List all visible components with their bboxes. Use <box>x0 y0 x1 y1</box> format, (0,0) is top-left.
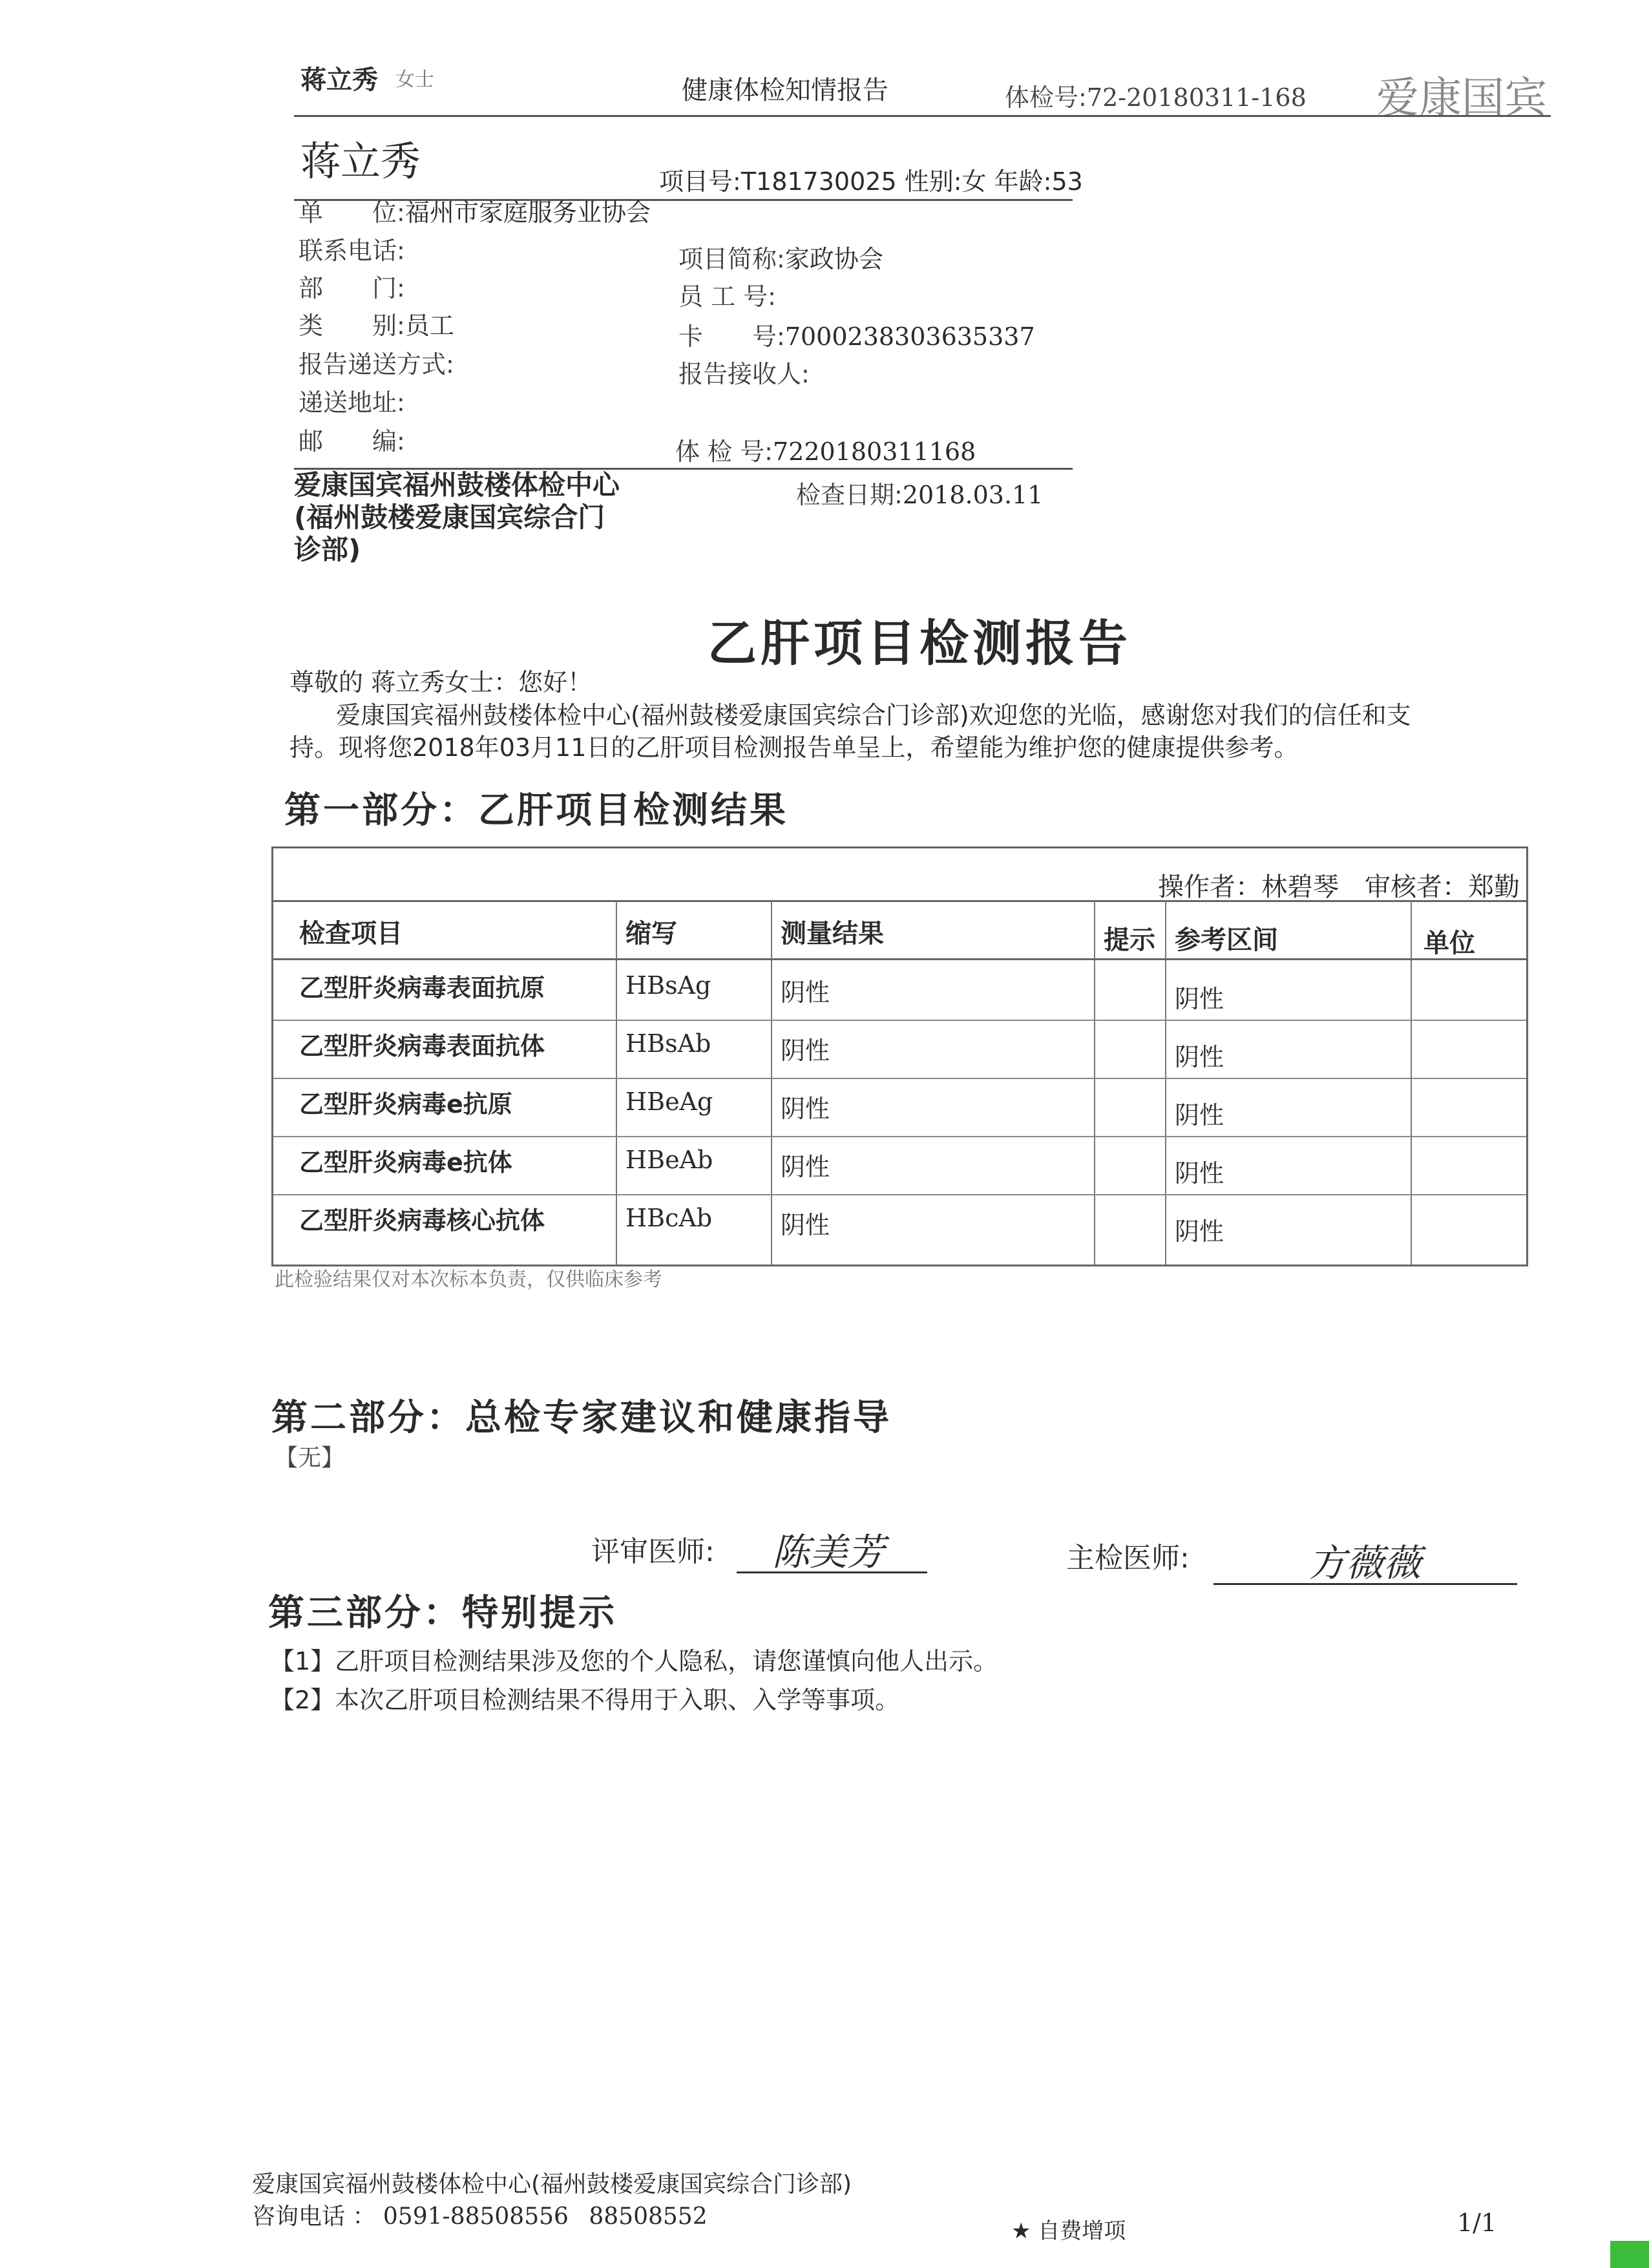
project-no-value: T181730025 <box>740 167 897 196</box>
report-intro-line2: 持。现将您2018年03月11日的乙肝项目检测报告单呈上，希望能为维护您的健康提供参考。 <box>289 733 1299 762</box>
green-corner-badge <box>1610 2241 1649 2268</box>
project-no-label: 项目号: <box>659 167 741 196</box>
row-result: 阴性 <box>781 978 830 1007</box>
header-honorific: 女士 <box>395 68 434 91</box>
gender-label: 性别: <box>904 167 962 196</box>
col-divider <box>1411 900 1412 1265</box>
exam-date-label: 检查日期: <box>796 481 903 509</box>
reviewer-signature: 陈美芳 <box>772 1530 885 1574</box>
special-note-1: 【1】乙肝项目检测结果涉及您的个人隐私，请您谨慎向他人出示。 <box>270 1647 998 1675</box>
header-exam-label: 体检号: <box>1005 83 1087 112</box>
exam-no-row <box>675 432 976 467</box>
row-item: 乙型肝炎病毒核心抗体 <box>299 1206 545 1235</box>
footer-page-number: 1/1 <box>1457 2209 1497 2237</box>
results-table <box>271 846 1528 1266</box>
category-value: 员工 <box>404 311 454 340</box>
exam-date-row <box>796 475 1043 510</box>
row-reference: 阴性 <box>1175 1159 1224 1188</box>
col-header-unit: 单位 <box>1423 929 1475 958</box>
header-patient-name: 蒋立秀 <box>300 65 378 95</box>
row-divider <box>273 1136 1526 1137</box>
exam-date-value: 2018.03.11 <box>902 481 1044 509</box>
category-row <box>299 306 454 341</box>
results-disclaimer: 此检验结果仅对本次标本负责，仅供临床参考 <box>275 1268 662 1291</box>
row-abbr: HBsAb <box>625 1029 711 1058</box>
header-exam-value: 72-20180311-168 <box>1086 83 1307 112</box>
patient-project-line <box>659 162 1083 197</box>
address-label: 递送地址: <box>299 388 405 417</box>
col-divider <box>1094 900 1095 1265</box>
card-value: 7000238303635337 <box>784 322 1035 351</box>
row-result: 阴性 <box>781 1095 830 1123</box>
age-value: 53 <box>1051 167 1083 196</box>
unit-label: 单 位: <box>299 198 405 227</box>
footer-phone-1: 0591-88508556 <box>383 2203 569 2230</box>
project-abbr-row <box>678 239 883 275</box>
col-header-reference: 参考区间 <box>1175 925 1278 955</box>
employee-no-label: 员 工 号: <box>678 282 776 311</box>
header-exam-number <box>1005 78 1307 113</box>
row-divider <box>273 1078 1526 1079</box>
col-divider <box>616 900 617 1265</box>
center-name-line3: 诊部) <box>294 534 361 565</box>
header-brand-logo: 爱康国宾 <box>1376 73 1547 123</box>
gender-value: 女 <box>961 167 987 196</box>
row-reference: 阴性 <box>1175 985 1224 1013</box>
exam-no-label: 体 检 号: <box>675 437 773 466</box>
row-abbr: HBeAb <box>625 1146 713 1174</box>
row-reference: 阴性 <box>1175 1043 1224 1071</box>
category-label: 类 别: <box>299 311 405 340</box>
receiver-label: 报告接收人: <box>678 360 810 388</box>
row-reference: 阴性 <box>1175 1101 1224 1129</box>
chief-signature-line <box>1213 1583 1517 1585</box>
row-divider <box>273 1194 1526 1195</box>
report-greeting: 尊敬的 蒋立秀女士：您好！ <box>289 668 593 697</box>
reviewer-signature-line <box>737 1571 927 1573</box>
footer-org: 爱康国宾福州鼓楼体检中心(福州鼓楼爱康国宾综合门诊部) <box>252 2171 852 2198</box>
header-row-divider <box>273 958 1526 960</box>
unit-row <box>299 193 651 228</box>
phone-label: 联系电话: <box>299 236 405 265</box>
dept-label: 部 门: <box>299 274 405 302</box>
footer-phone-label: 咨询电话 ： <box>252 2203 376 2230</box>
row-result: 阴性 <box>781 1153 830 1181</box>
header-divider <box>294 115 1551 117</box>
row-item: 乙型肝炎病毒e抗体 <box>299 1148 512 1177</box>
row-divider <box>273 1020 1526 1021</box>
row-item: 乙型肝炎病毒表面抗体 <box>299 1032 545 1060</box>
row-item: 乙型肝炎病毒e抗原 <box>299 1090 512 1118</box>
exam-no-value: 7220180311168 <box>772 437 976 466</box>
row-item: 乙型肝炎病毒表面抗原 <box>299 974 545 1002</box>
chief-signature: 方薇薇 <box>1308 1541 1422 1585</box>
reviewer-label: 评审医师: <box>591 1535 715 1568</box>
center-name-line2: (福州鼓楼爱康国宾综合门 <box>294 501 605 533</box>
row-abbr: HBcAb <box>625 1204 713 1232</box>
row-reference: 阴性 <box>1175 1217 1224 1246</box>
section3-title: 第三部分：特别提示 <box>268 1591 617 1634</box>
section2-content: 【无】 <box>275 1445 345 1471</box>
report-title: 乙肝项目检测报告 <box>708 614 1131 672</box>
footer-selfpay: ★ 自费增项 <box>1011 2218 1126 2244</box>
age-label: 年龄: <box>994 167 1052 196</box>
operator-reviewer: 操作者：林碧琴 审核者：郑勤 <box>1158 872 1520 902</box>
row-abbr: HBsAg <box>625 971 711 1000</box>
col-divider <box>771 900 772 1265</box>
chief-label: 主检医师: <box>1066 1542 1190 1575</box>
row-abbr: HBeAg <box>625 1087 713 1116</box>
footer-phone-2: 88508552 <box>589 2203 708 2230</box>
project-abbr-label: 项目简称: <box>678 245 785 273</box>
card-row <box>678 317 1035 352</box>
footer-phone-row <box>252 2198 708 2231</box>
row-result: 阴性 <box>781 1036 830 1065</box>
project-abbr-value: 家政协会 <box>784 245 883 273</box>
card-label: 卡 号: <box>678 322 785 351</box>
operator-row <box>273 848 1526 902</box>
postcode-label: 邮 编: <box>299 427 405 456</box>
report-intro-line1: 爱康国宾福州鼓楼体检中心(福州鼓楼爱康国宾综合门诊部)欢迎您的光临，感谢您对我们的信任和支 <box>336 701 1411 730</box>
row-result: 阴性 <box>781 1211 830 1239</box>
header-document-title: 健康体检知情报告 <box>682 76 888 105</box>
patient-name-large: 蒋立秀 <box>300 138 421 185</box>
center-name-line1: 爱康国宾福州鼓楼体检中心 <box>294 469 620 501</box>
col-header-result: 测量结果 <box>781 919 884 949</box>
unit-value: 福州市家庭服务业协会 <box>404 198 651 227</box>
section1-title: 第一部分：乙肝项目检测结果 <box>284 789 788 832</box>
col-header-item: 检查项目 <box>299 919 403 949</box>
col-header-abbr: 缩写 <box>625 919 677 949</box>
section2-title: 第二部分：总检专家建议和健康指导 <box>271 1396 892 1439</box>
col-header-hint: 提示 <box>1104 925 1155 955</box>
special-note-2: 【2】本次乙肝项目检测结果不得用于入职、入学等事项。 <box>270 1686 900 1714</box>
delivery-label: 报告递送方式: <box>299 350 454 379</box>
col-divider <box>1165 900 1166 1265</box>
